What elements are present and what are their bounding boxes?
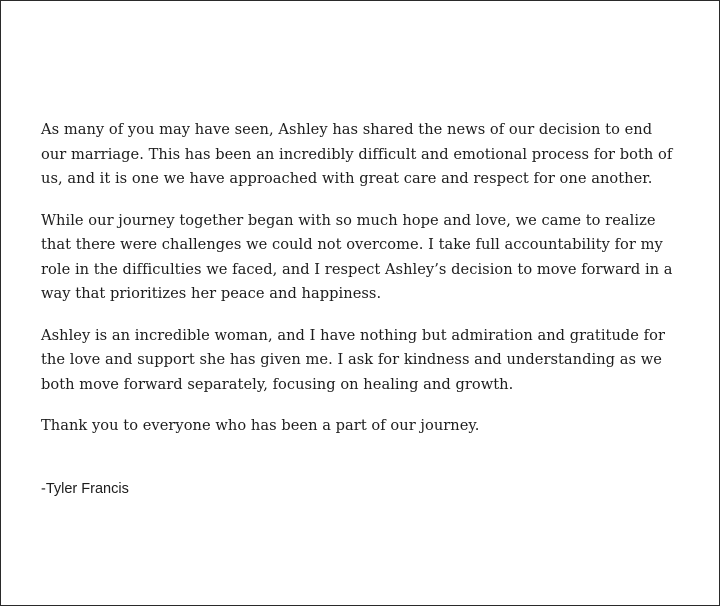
paragraph-4 bbox=[41, 414, 691, 439]
paragraph-line: our marriage. This has been an incredibly difficult and emotional process for both of bbox=[41, 145, 673, 163]
paragraph-line: role in the difficulties we faced, and I respect Ashley’s decision to move forward in a bbox=[41, 260, 673, 278]
signature: -Tyler Francis bbox=[41, 481, 129, 497]
paragraph-1 bbox=[41, 118, 691, 192]
paragraph-line: While our journey together began with so much hope and love, we came to realize bbox=[41, 211, 656, 229]
statement-body bbox=[41, 118, 691, 456]
paragraph-line: As many of you may have seen, Ashley has shared the news of our decision to end bbox=[41, 121, 653, 138]
paragraph-3 bbox=[41, 324, 691, 398]
paragraph-line: both move forward separately, focusing on healing and growth. bbox=[41, 375, 514, 393]
paragraph-2 bbox=[41, 209, 691, 307]
paragraph-line: Ashley is an incredible woman, and I have nothing but admiration and gratitude for bbox=[41, 326, 665, 344]
paragraph-line: the love and support she has given me. I ask for kindness and understanding as we bbox=[41, 351, 662, 368]
paragraph-line: us, and it is one we have approached with great care and respect for one another. bbox=[41, 170, 653, 187]
paragraph-line: way that prioritizes her peace and happiness. bbox=[41, 285, 382, 302]
paragraph-line: that there were challenges we could not overcome. I take full accountability for my bbox=[41, 236, 663, 253]
paragraph-line: Thank you to everyone who has been a part of our journey. bbox=[41, 417, 480, 434]
